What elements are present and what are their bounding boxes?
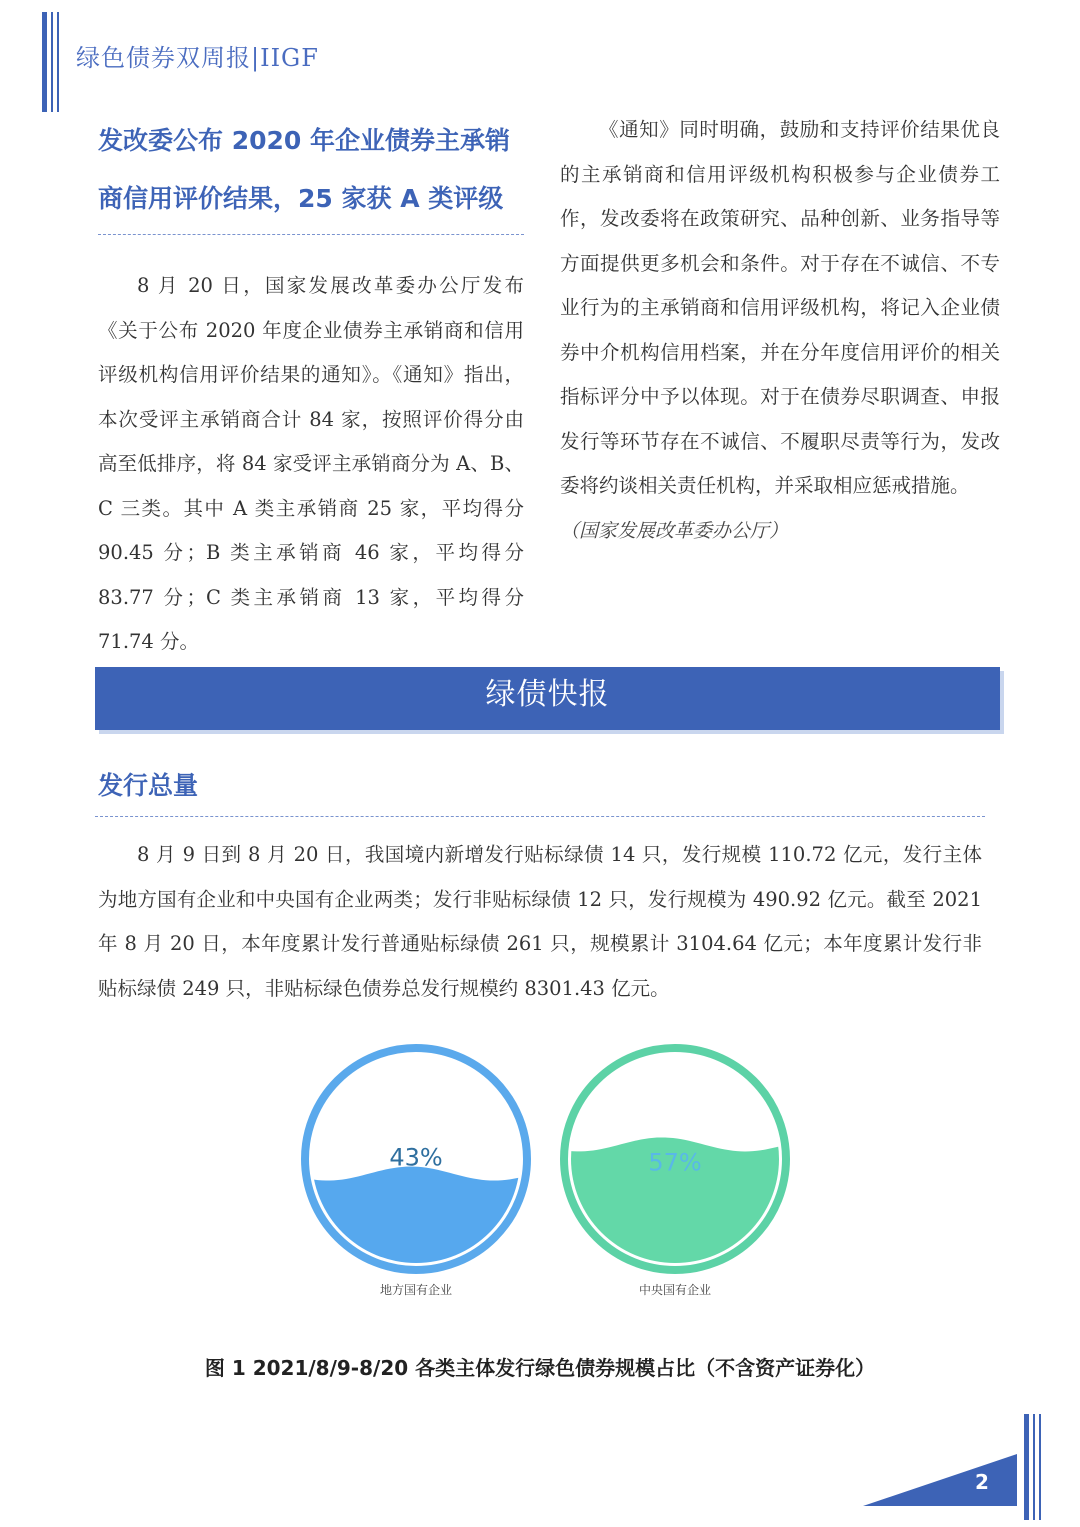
- header-bar-left-1: [42, 12, 47, 112]
- article-left-text: 8 月 20 日，国家发展改革委办公厅发布《关于公布 2020 年度企业债券主承销商和信用评级机构信用评价结果的通知》。《通知》指出，本次受评主承销商合计 84 家，按照评价得分由高至低排序，将 84 家受评主承销商分为 A、B、C 三类。其中 A 类主承销商 25 家，平均得分 90.45 分；B 类主承销商 46 家，平均得分 83.77 分；C 类主承销商 13 家，平均得分 71.74 分。: [98, 274, 524, 653]
- footer-bar-2: [1033, 1414, 1035, 1520]
- footer-decoration: [855, 1410, 1055, 1520]
- article-right-column: [560, 108, 1000, 553]
- section-banner: 绿债快报: [95, 667, 1000, 730]
- article-right-text: 《通知》同时明确，鼓励和支持评价结果优良的主承销商和信用评级机构积极参与企业债券工作，发改委将在政策研究、品种创新、业务指导等方面提供更多机会和条件。对于存在不诚信、不专业行为的主承销商和信用评级机构，将记入企业债券中介机构信用档案，并在分年度信用评价的相关指标评分中予以体现。对于在债券尽职调查、申报发行等环节存在不诚信、不履职尽责等行为，发改委将约谈相关责任机构，并采取相应惩戒措施。: [560, 118, 1000, 497]
- article-left-column: [98, 112, 524, 665]
- header-title: 绿色债券双周报|IIGF: [76, 44, 319, 72]
- section-text: 8 月 9 日到 8 月 20 日，我国境内新增发行贴标绿债 14 只，发行规模 110.72 亿元，发行主体为地方国有企业和中央国有企业两类；发行非贴标绿债 12 只，发行规模为 490.92 亿元。截至 2021 年 8 月 20 日，本年度累计发行普通贴标绿债 261 只，规模累计 3104.64 亿元；本年度累计发行非贴标绿债 249 只，非贴标绿色债券总发行规模约 8301.43 亿元。: [98, 843, 982, 1000]
- gauge-value-label-1: 43%: [389, 1143, 443, 1172]
- page-number: 2: [975, 1470, 989, 1494]
- section-text-block: [98, 833, 982, 1011]
- gauge-category-label-2: 中央国有企业: [638, 1283, 712, 1297]
- gauge-water-1: [302, 1167, 530, 1268]
- footer-bar-3: [1039, 1414, 1041, 1520]
- headline-line-1: 发改委公布 2020 年企业债券主承销: [98, 126, 510, 155]
- headline-divider: [98, 234, 524, 235]
- header-bar-left-3: [57, 12, 59, 112]
- gauge-category-label-1: 地方国有企业: [379, 1283, 453, 1297]
- gauge-value-label-2: 57%: [648, 1148, 702, 1177]
- figure-caption: 图 1 2021/8/9-8/20 各类主体发行绿色债券规模占比（不含资产证券化）: [204, 1356, 876, 1380]
- header-bar-left-2: [51, 12, 53, 112]
- headline-line-2: 商信用评价结果，25 家获 A 类评级: [98, 184, 504, 213]
- section-divider: [95, 816, 985, 817]
- article-source: （国家发展改革委办公厅）: [560, 519, 789, 542]
- section-title: 发行总量: [98, 771, 199, 800]
- footer-bar-1: [1024, 1414, 1029, 1520]
- chart-svg: [0, 1030, 1080, 1330]
- article-headline: [98, 112, 524, 228]
- liquid-gauge-chart: [0, 1030, 1080, 1330]
